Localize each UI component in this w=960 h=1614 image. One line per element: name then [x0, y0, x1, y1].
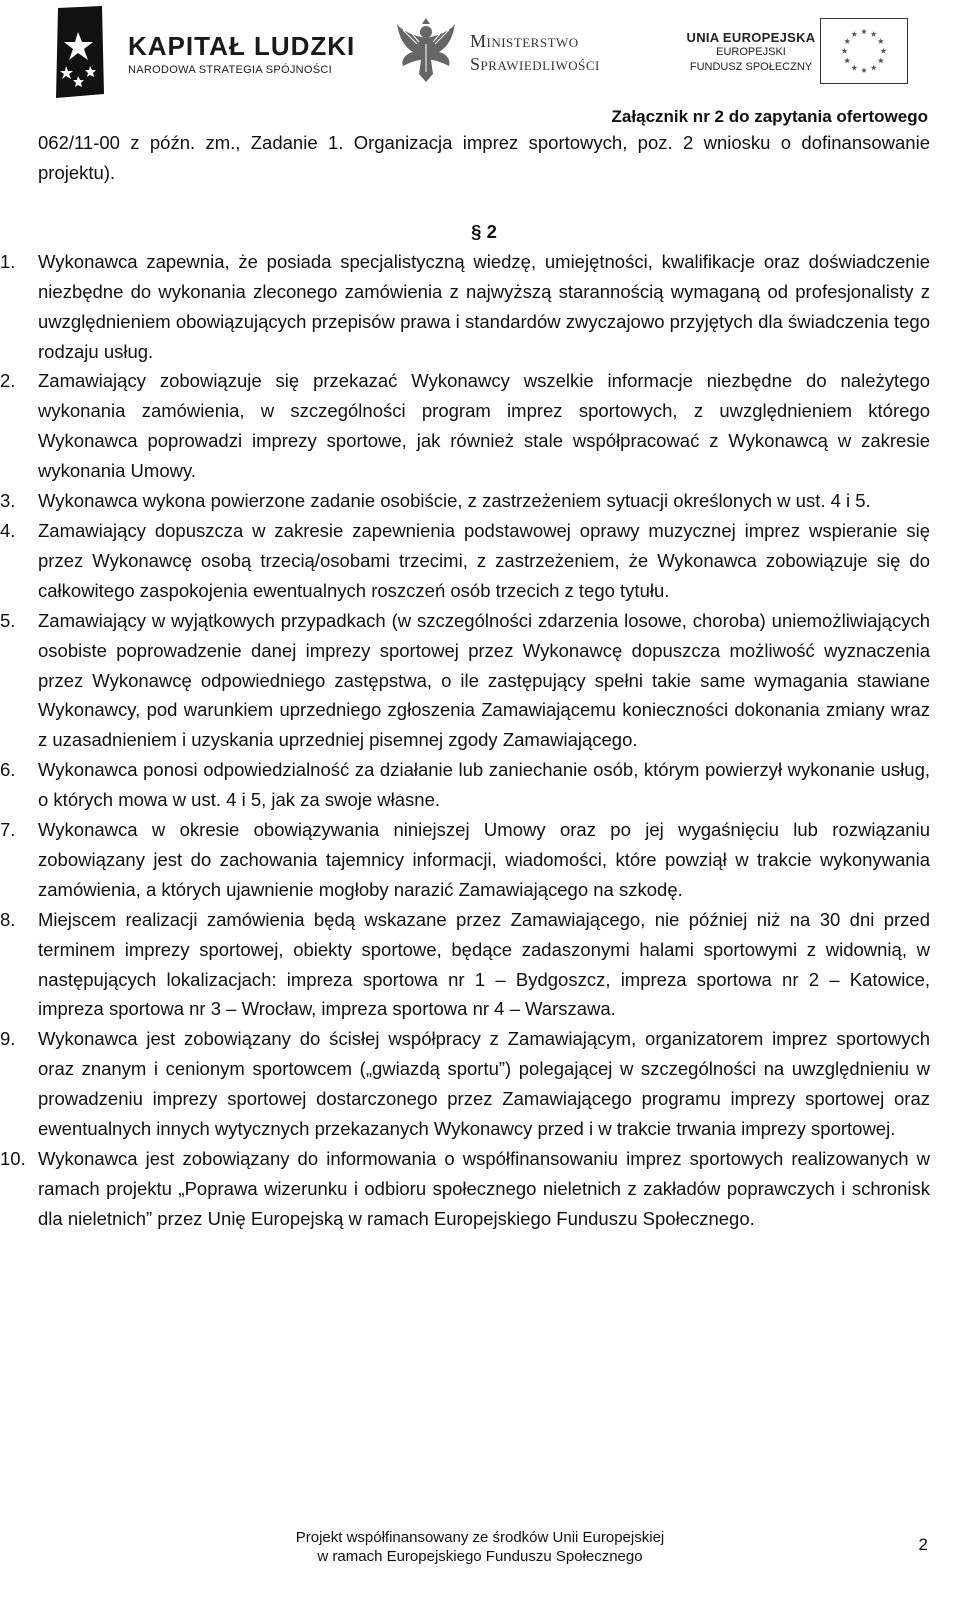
clause-item — [0, 486, 930, 516]
clause-item — [0, 1024, 930, 1144]
document-body — [0, 128, 930, 1234]
ministry-line1: Ministerstwo — [470, 31, 579, 51]
clause-number: 8. — [0, 908, 16, 930]
clause-item — [0, 815, 930, 905]
eu-star-icon — [851, 65, 857, 71]
eu-star-icon — [880, 48, 886, 54]
clause-text: Wykonawca jest zobowiązany do informowania o współfinansowaniu imprez sportowych realizowanych w ramach projektu „Poprawa wizerunku i odbioru społecznego nieletnich z zakładów poprawczych i schronisk dla nieletnich” przez Unię Europejską w ramach Europejskiego Funduszu Społecznego. — [38, 1148, 930, 1229]
eu-star-icon — [844, 58, 850, 64]
annex-label: Załącznik nr 2 do zapytania ofertowego — [611, 107, 928, 126]
eu-star-icon — [861, 67, 867, 73]
eagle-emblem-icon — [395, 14, 457, 86]
ministry-line2: Sprawiedliwości — [470, 54, 600, 74]
eu-star-icon — [861, 29, 867, 35]
clause-number: 4. — [0, 519, 16, 541]
clause-text: Miejscem realizacji zamówienia będą wskazane przez Zamawiającego, nie później niż na 30 dni przed terminem imprezy sportowej, obiekty sportowe, będące zadaszonymi halami sportowymi z widownią, w następujących lokalizacjach: impreza sportowa nr 1 – Bydgoszcz, impreza sportowa nr 2 – Katowice, impreza sportowa nr 3 – Wrocław, impreza sportowa nr 4 – Warszawa. — [38, 908, 930, 1020]
kapital-ludzki-wordmark — [128, 32, 355, 76]
eu-star-icon — [842, 48, 848, 54]
clause-text: Wykonawca jest zobowiązany do ścisłej współpracy z Zamawiającym, organizatorem imprez sportowych oraz znanym i cenionym sportowcem („gwiazdą sportu”) polegającej w szczególności na uwzględnieniu w prowadzeniu imprezy sportowej dostarczonego przez Zamawiającego programu imprezy sportowej oraz ewentualnych innych wytycznych przekazanych Wykonawcy przed i w trakcie trwania imprezy sportowej. — [38, 1028, 930, 1140]
clause-item — [0, 366, 930, 486]
eu-flag-icon — [820, 18, 908, 84]
footer-line1: Projekt współfinansowany ze środków Unii Europejskiej — [295, 1529, 665, 1546]
clause-number: 6. — [0, 759, 16, 781]
clause-text: Wykonawca zapewnia, że posiada specjalistyczną wiedzę, umiejętności, kwalifikacje oraz doświadczenie niezbędne do wykonania zleconego zamówienia z najwyższą starannością wymaganą od profesjonalisty z uwzględnieniem obowiązujących przepisów prawa i standardów zwyczajowo przyjętych dla świadczenia tego rodzaju usług. — [38, 250, 930, 362]
clause-number: 1. — [0, 250, 16, 272]
footer-line2: w ramach Europejskiego Funduszu Społecznego — [317, 1548, 643, 1565]
clause-text: Zamawiający zobowiązuje się przekazać Wykonawcy wszelkie informacje niezbędne do należytego wykonania zamówienia, w szczególności program imprez sportowych, z uwzględnieniem którego Wykonawca poprowadzi imprezy sportowe, jak również stale współpracować z Wykonawcą w zakresie wykonania Umowy. — [38, 370, 930, 482]
clause-item — [0, 606, 930, 756]
clause-item — [0, 755, 930, 815]
page-number: 2 — [918, 1535, 928, 1554]
clause-number: 2. — [0, 370, 16, 392]
ministry-wordmark — [470, 30, 600, 76]
eu-star-icon — [851, 31, 857, 37]
clause-text: Wykonawca w okresie obowiązywania niniejszej Umowy oraz po jej wygaśnięciu lub rozwiązaniu zobowiązany jest do zachowania tajemnicy informacji, wiadomości, które powziął w trakcie wykonywania zamówienia, a których ujawnienie mogłoby narazić Zamawiającego na szkodę. — [38, 819, 930, 900]
clause-number: 7. — [0, 819, 16, 841]
clause-item — [0, 1144, 930, 1234]
clause-item — [0, 247, 930, 367]
clause-number: 3. — [0, 490, 16, 512]
eu-line1: UNIA EUROPEJSKA — [686, 30, 816, 45]
clause-item — [0, 905, 930, 1025]
footer — [0, 1528, 960, 1566]
eu-wordmark — [686, 30, 816, 75]
clause-number: 10. — [0, 1148, 26, 1169]
eu-star-icon — [844, 38, 850, 44]
kapital-ludzki-title: KAPITAŁ LUDZKI — [128, 31, 356, 61]
eu-star-icon — [871, 31, 877, 37]
clause-text: Wykonawca wykona powierzone zadanie osobiście, z zastrzeżeniem sytuacji określonych w ust. 4 i 5. — [38, 490, 871, 512]
eu-star-icon — [878, 38, 884, 44]
eu-line3: FUNDUSZ SPOŁECZNY — [689, 61, 813, 73]
clause-text: Wykonawca ponosi odpowiedzialność za działanie lub zaniechanie osób, którym powierzył wykonanie usług, o których mowa w ust. 4 i 5, jak za swoje własne. — [38, 759, 930, 811]
clause-text: Zamawiający dopuszcza w zakresie zapewnienia podstawowej oprawy muzycznej imprez wspieranie się przez Wykonawcę osobą trzecią/osobami trzecimi, z zastrzeżeniem, że Wykonawca zobowiązuje się do całkowitego zaspokojenia ewentualnych roszczeń osób trzecich z tego tytułu. — [38, 519, 930, 601]
clause-item — [0, 516, 930, 606]
clause-text: Zamawiający w wyjątkowych przypadkach (w szczególności zdarzenia losowe, choroba) uniemożliwiających osobiste poprowadzenie danej imprezy sportowej przez Wykonawcę dopuszcza możliwość wyznaczenia przez Wykonawcę odpowiedniego zastępstwa, o ile zastępujący spełni takie same wymagania stawiane Wykonawcy, pod warunkiem uprzedniego zgłoszenia Zamawiającemu konieczności dokonania zmiany wraz z uzasadnieniem i uzyskania uprzedniej pisemnej zgody Zamawiającego. — [38, 609, 930, 751]
eu-star-icon — [878, 58, 884, 64]
eu-star-icon — [871, 65, 877, 71]
header-logos — [0, 0, 960, 106]
intro-paragraph: 062/11-00 z późn. zm., Zadanie 1. Organizacja imprez sportowych, poz. 2 wniosku o dofinansowanie projektu). — [38, 132, 930, 183]
clause-list — [0, 247, 930, 1234]
clause-number: 9. — [0, 1028, 16, 1050]
section-heading: § 2 — [471, 220, 497, 242]
clause-number: 5. — [0, 609, 16, 631]
eu-line2: EUROPEJSKI — [716, 46, 786, 58]
kapital-ludzki-logo-icon — [52, 4, 108, 100]
kapital-ludzki-subtitle: NARODOWA STRATEGIA SPÓJNOŚCI — [128, 64, 332, 76]
